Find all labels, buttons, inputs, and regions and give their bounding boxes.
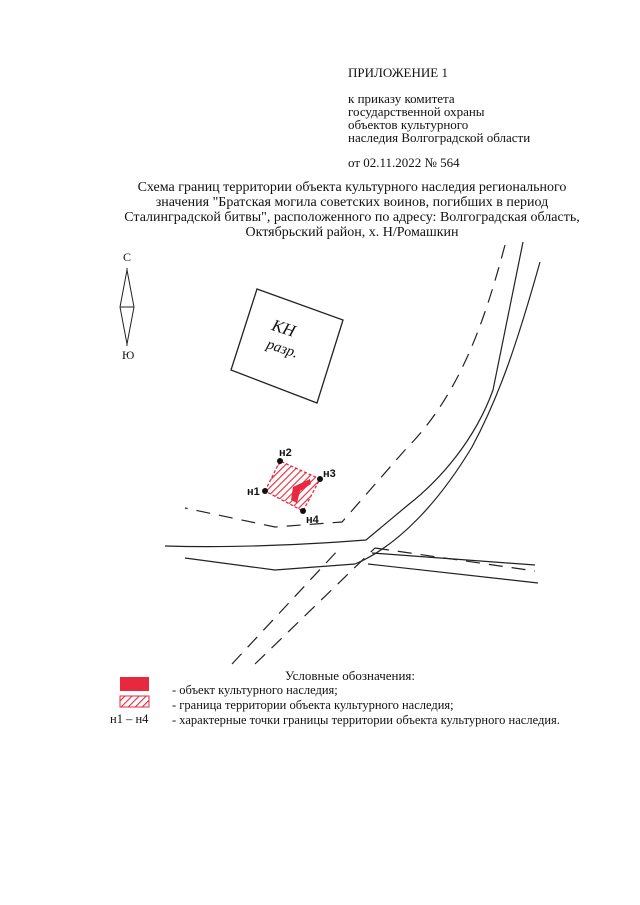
order-line-2: государственной охраны xyxy=(348,104,485,119)
legend-points-symbol: н1 – н4 xyxy=(110,712,149,726)
title-line-4: Октябрьский район, х. Н/Ромашкин xyxy=(245,225,459,240)
compass-arrow-icon xyxy=(120,268,134,346)
dashed-lines xyxy=(185,245,535,664)
dashed-road-edge xyxy=(185,245,505,527)
dashed-branch-upper xyxy=(232,548,340,664)
boundary-point-n1 xyxy=(262,488,268,494)
legend-item-territory: - граница территории объекта культурного наследия; xyxy=(172,698,454,712)
title-line-3: Сталинградской битвы", расположенного по адресу: Волгоградская область, xyxy=(124,210,580,225)
road-edge-upper xyxy=(165,242,523,547)
compass-north-label: С xyxy=(123,250,132,264)
appendix-heading: ПРИЛОЖЕНИЕ 1 xyxy=(348,65,448,80)
compass-south-label: Ю xyxy=(122,348,135,362)
road-lines xyxy=(165,242,540,583)
building-label-razr: разр. xyxy=(264,336,300,362)
heritage-territory-boundary xyxy=(265,461,320,511)
order-line-4: наследия Волгоградской области xyxy=(348,130,531,145)
road-side-lower xyxy=(368,564,538,583)
order-line-3: объектов культурного xyxy=(348,117,469,132)
road-edge-lower xyxy=(185,262,540,570)
order-line-1: к приказу комитета xyxy=(348,91,455,106)
building-label-kn: КН xyxy=(269,315,298,341)
legend-title: Условные обозначения: xyxy=(285,668,416,683)
dashed-branch-lower xyxy=(255,548,375,664)
point-label-n2: н2 xyxy=(279,447,292,459)
point-label-n3: н3 xyxy=(323,468,336,480)
point-label-n4: н4 xyxy=(306,514,319,526)
legend-swatch-territory xyxy=(120,696,149,707)
legend-item-object: - объект культурного наследия; xyxy=(172,683,338,697)
title-line-1: Схема границ территории объекта культурного наследия регионального xyxy=(137,180,567,195)
point-label-n1: н1 xyxy=(247,486,260,498)
title-line-2: значения "Братская могила советских воинов, погибших в период xyxy=(155,195,549,210)
legend-item-points: - характерные точки границы территории объекта культурного наследия. xyxy=(172,713,560,727)
legend-swatch-object xyxy=(120,677,149,691)
order-date: от 02.11.2022 № 564 xyxy=(348,155,460,170)
